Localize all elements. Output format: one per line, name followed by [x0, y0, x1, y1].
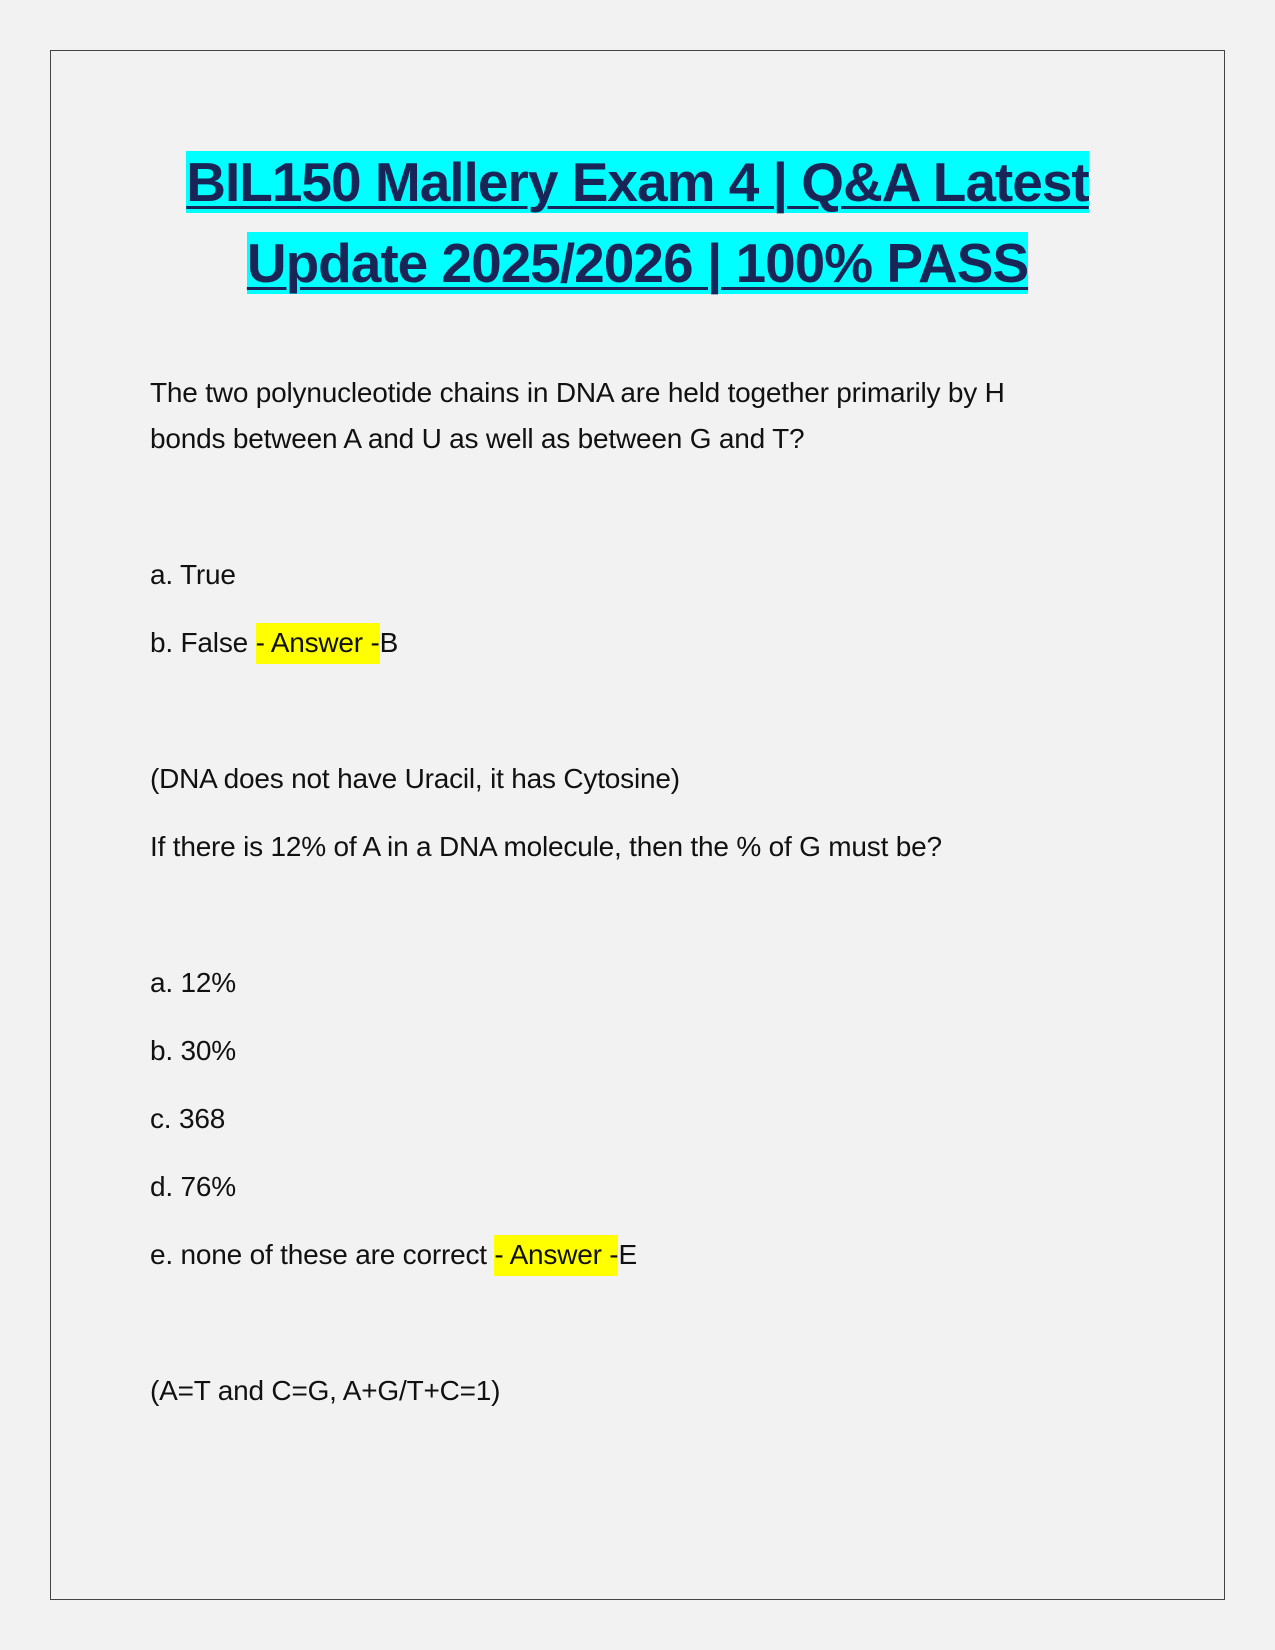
q1-option-b: [150, 627, 398, 659]
title-line-2: Update 2025/2026 | 100% PASS: [246, 232, 1029, 294]
q2-explanation: (A=T and C=G, A+G/T+C=1): [150, 1375, 501, 1406]
q1-option-a: a. True: [150, 559, 236, 590]
q2-option-a: a. 12%: [150, 967, 236, 998]
title-line-1: BIL150 Mallery Exam 4 | Q&A Latest: [186, 151, 1089, 213]
q2-answer-value: E: [618, 1239, 637, 1270]
q1-explanation: (DNA does not have Uracil, it has Cytosine): [150, 763, 680, 794]
q1-text-line-1: The two polynucleotide chains in DNA are held together primarily by H: [150, 377, 1005, 408]
q2-option-c: c. 368: [150, 1103, 226, 1134]
q2-answer-tag: - Answer -: [494, 1235, 618, 1276]
q2-option-d: d. 76%: [150, 1171, 236, 1202]
q2-text: If there is 12% of A in a DNA molecule, then the % of G must be?: [150, 831, 942, 862]
q2-option-e-label: e. none of these are correct: [150, 1239, 495, 1270]
q1-text-line-2: bonds between A and U as well as between G and T?: [150, 423, 805, 454]
q2-option-b: b. 30%: [150, 1035, 236, 1066]
document-title: [100, 142, 1175, 304]
q1-answer-value: B: [379, 627, 399, 658]
q1-option-b-label: b. False: [150, 627, 256, 658]
q2-option-e: [150, 1239, 637, 1271]
q1-answer-tag: - Answer -: [256, 623, 380, 664]
